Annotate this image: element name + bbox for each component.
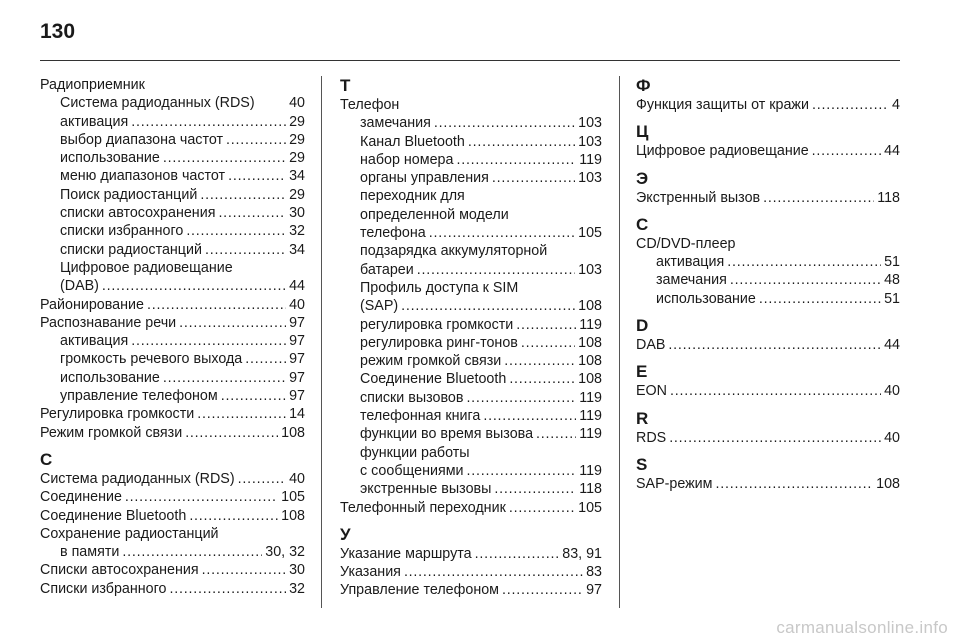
index-entry: [636, 336, 900, 354]
dot-leader: [221, 387, 286, 405]
index-entry-term: меню диапазонов частот: [60, 168, 226, 185]
index-entry: [40, 488, 305, 506]
page-number: 130: [40, 20, 76, 43]
dot-leader: [812, 142, 881, 160]
index-subentry: [340, 480, 602, 498]
index-entry-term: определенной модели: [360, 206, 509, 223]
index-entry: [40, 296, 305, 314]
index-subentry: [340, 242, 602, 260]
index-subentry: [340, 444, 602, 462]
dot-leader: [475, 545, 560, 563]
index-entry-term: Функция защиты от кражи: [636, 97, 809, 113]
index-subentry: [40, 149, 305, 167]
index-subentry: [636, 253, 900, 271]
dot-leader: [502, 581, 583, 599]
index-subentry: [40, 222, 305, 240]
index-page-ref: 40: [289, 470, 305, 487]
index-page-ref: 119: [579, 151, 602, 168]
index-entry-term: подзарядка аккумуляторной: [360, 243, 548, 260]
index-page-ref: 30, 32: [265, 544, 305, 561]
index-entry-term: CD/DVD-плеер: [636, 235, 736, 252]
index-entry: [40, 580, 305, 598]
index-entry: [636, 142, 900, 160]
index-page-ref: 14: [289, 406, 305, 423]
index-entry-term: Радиоприемник: [40, 77, 145, 93]
index-entry: [340, 96, 602, 114]
index-entry-term: Канал Bluetooth: [360, 133, 465, 150]
index-page-ref: 4: [892, 97, 900, 113]
dot-leader: [727, 253, 881, 271]
index-entry: [40, 525, 305, 543]
index-page-ref: 103: [578, 133, 602, 150]
index-entry: [340, 563, 602, 581]
index-entry: [636, 189, 900, 207]
index-entry-term: батареи: [360, 261, 414, 278]
index-page-ref: 108: [281, 507, 305, 524]
dot-leader: [218, 204, 286, 222]
index-entry-term: списки избранного: [60, 223, 184, 240]
index-letter-heading: R: [636, 408, 649, 428]
dot-leader: [434, 114, 575, 132]
index-page-ref: 108: [578, 371, 602, 388]
index-entry-term: использование: [60, 369, 160, 386]
index-entry-term: Списки избранного: [40, 580, 167, 597]
index-page-ref: 30: [289, 205, 305, 222]
dot-leader: [197, 405, 286, 423]
index-entry-term: списки автосохранения: [60, 205, 216, 222]
index-entry-term: (DAB): [60, 278, 99, 295]
index-subentry: [340, 206, 602, 224]
index-entry-term: Списки автосохранения: [40, 562, 199, 579]
index-entry-term: активация: [60, 333, 129, 350]
dot-leader: [147, 296, 286, 314]
dot-leader: [509, 499, 575, 517]
index-page-ref: 119: [579, 389, 602, 406]
index-entry-term: списки радиостанций: [60, 241, 202, 258]
index-page-ref: 108: [578, 334, 602, 351]
index-entry-term: с сообщениями: [360, 462, 464, 479]
index-page-ref: 97: [289, 351, 305, 368]
dot-leader: [669, 429, 881, 447]
index-entry-term: Указание маршрута: [340, 545, 472, 562]
index-page-ref: 97: [586, 582, 602, 599]
dot-leader: [467, 462, 577, 480]
dot-leader: [102, 277, 286, 295]
index-entry: [636, 96, 900, 114]
dot-leader: [468, 133, 575, 151]
dot-leader: [189, 507, 278, 525]
index-page-ref: 97: [289, 369, 305, 386]
index-entry: [636, 382, 900, 400]
index-subentry: [340, 114, 602, 132]
index-entry-term: Регулировка громкости: [40, 406, 195, 423]
index-page-ref: 51: [884, 254, 900, 271]
index-subentry: [340, 425, 602, 443]
dot-leader: [492, 169, 575, 187]
index-entry-term: Соединение: [40, 489, 122, 506]
index-subentry: [340, 407, 602, 425]
index-subentry: [340, 316, 602, 334]
index-entry: [636, 235, 900, 253]
index-subentry: [40, 131, 305, 149]
index-entry: [40, 507, 305, 525]
index-subentry: [40, 369, 305, 387]
index-page-ref: 48: [884, 272, 900, 289]
index-entry: [40, 424, 305, 442]
index-column-3: [636, 76, 900, 493]
index-entry-term: RDS: [636, 429, 667, 446]
index-subentry: [40, 543, 305, 561]
index-entry-term: использование: [60, 150, 160, 167]
dot-leader: [716, 475, 874, 493]
index-page-ref: 108: [578, 298, 602, 315]
index-column-2: [340, 76, 602, 600]
index-subentry: [340, 187, 602, 205]
footer-watermark: carmanualsonline.info: [776, 618, 948, 637]
index-page-ref: 97: [289, 388, 305, 405]
index-page-ref: 44: [884, 143, 900, 160]
index-subentry: [340, 352, 602, 370]
index-entry: [40, 470, 305, 488]
dot-leader: [536, 425, 576, 443]
index-entry: [636, 429, 900, 447]
index-subentry: [340, 261, 602, 279]
dot-leader: [185, 424, 278, 442]
dot-leader: [504, 352, 575, 370]
index-letter-heading: Т: [340, 76, 351, 95]
index-entry: [40, 76, 305, 94]
index-page-ref: 119: [579, 462, 602, 479]
index-entry: [340, 581, 602, 599]
index-page-ref: 103: [578, 170, 602, 187]
index-entry-term: активация: [656, 254, 725, 271]
dot-leader: [205, 241, 286, 259]
dot-leader: [516, 316, 576, 334]
index-page-ref: 44: [884, 337, 900, 354]
index-entry-term: Распознавание речи: [40, 314, 177, 331]
index-entry-term: Система радиоданных (RDS): [60, 95, 255, 112]
index-page-ref: 119: [579, 408, 602, 425]
dot-leader: [494, 480, 576, 498]
index-entry-term: Районирование: [40, 296, 144, 313]
index-entry-term: активация: [60, 113, 129, 130]
index-page-ref: 29: [289, 113, 305, 130]
index-page-ref: 108: [281, 424, 305, 441]
index-page-ref: 103: [578, 261, 602, 278]
index-entry-term: регулировка громкости: [360, 316, 514, 333]
index-page-ref: 105: [578, 499, 602, 516]
index-subentry: [340, 279, 602, 297]
dot-leader: [122, 543, 262, 561]
index-page-ref: 40: [289, 296, 305, 313]
index-entry-term: замечания: [360, 115, 431, 132]
index-letter-heading: Ф: [636, 76, 651, 95]
index-page-ref: 105: [578, 225, 602, 242]
index-entry-term: Система радиоданных (RDS): [40, 470, 235, 487]
index-entry-term: телефонная книга: [360, 408, 481, 425]
dot-leader: [202, 561, 286, 579]
index-entry-term: использование: [656, 290, 756, 307]
index-entry-term: набор номера: [360, 151, 454, 168]
dot-leader: [521, 334, 575, 352]
index-page-ref: 51: [884, 290, 900, 307]
index-page-ref: 40: [884, 429, 900, 446]
index-subentry: [636, 271, 900, 289]
dot-leader: [228, 167, 286, 185]
index-entry-term: Телефон: [340, 97, 400, 113]
index-subentry: [40, 259, 305, 277]
index-entry-term: Соединение Bluetooth: [40, 507, 187, 524]
index-subentry: [340, 133, 602, 151]
index-entry-term: органы управления: [360, 170, 489, 187]
dot-leader: [163, 369, 286, 387]
dot-leader: [200, 186, 286, 204]
index-entry-term: в памяти: [60, 544, 120, 561]
index-letter-heading: D: [636, 316, 649, 336]
index-page-ref: 118: [877, 189, 900, 206]
index-column-1: [40, 76, 305, 598]
index-entry: [636, 475, 900, 493]
index-entry-term: функции работы: [360, 444, 470, 461]
index-entry-term: Цифровое радиовещание: [636, 143, 809, 160]
index-subentry: [40, 113, 305, 131]
index-entry-term: выбор диапазона частот: [60, 131, 224, 148]
index-entry-term: Управление телефоном: [340, 582, 499, 599]
index-entry: [40, 314, 305, 332]
index-letter-heading: У: [340, 524, 351, 544]
dot-leader: [401, 297, 575, 315]
index-subentry: [340, 169, 602, 187]
index-page-ref: 97: [289, 314, 305, 331]
index-entry-term: режим громкой связи: [360, 353, 502, 370]
index-entry: [40, 561, 305, 579]
index-entry-term: функции во время вызова: [360, 426, 534, 443]
index-entry-term: EON: [636, 383, 667, 400]
index-subentry: [340, 224, 602, 242]
dot-leader: [131, 332, 286, 350]
index-entry: [340, 499, 602, 517]
index-entry: [40, 405, 305, 423]
index-page-ref: 40: [289, 95, 305, 112]
dot-leader: [509, 370, 575, 388]
index-subentry: [636, 290, 900, 308]
index-subentry: [340, 151, 602, 169]
index-page-ref: 29: [289, 150, 305, 167]
index-entry-term: Профиль доступа к SIM: [360, 279, 519, 296]
dot-leader: [226, 131, 286, 149]
index-subentry: [40, 332, 305, 350]
index-subentry: [340, 389, 602, 407]
index-page-ref: 83: [586, 564, 602, 581]
index-subentry: [40, 204, 305, 222]
index-page-ref: 34: [289, 168, 305, 185]
index-subentry: [40, 277, 305, 295]
dot-leader: [812, 96, 889, 114]
dot-leader: [417, 261, 575, 279]
index-subentry: [40, 241, 305, 259]
dot-leader: [483, 407, 576, 425]
index-subentry: [340, 370, 602, 388]
index-letter-heading: Ц: [636, 122, 649, 142]
index-page-ref: 30: [289, 562, 305, 579]
index-letter-heading: C: [636, 214, 649, 234]
index-subentry: [40, 350, 305, 368]
index-page-ref: 105: [281, 489, 305, 506]
index-page-ref: 119: [579, 426, 602, 443]
index-page-ref: 119: [579, 316, 602, 333]
dot-leader: [238, 470, 286, 488]
index-entry-term: телефона: [360, 225, 426, 242]
index-page-ref: 108: [578, 353, 602, 370]
index-entry-term: Режим громкой связи: [40, 424, 183, 441]
dot-leader: [169, 580, 286, 598]
index-letter-heading: Э: [636, 168, 649, 188]
index-subentry: [40, 167, 305, 185]
header-rule: [40, 60, 900, 61]
index-entry-term: регулировка ринг-тонов: [360, 334, 518, 351]
dot-leader: [179, 314, 286, 332]
index-page-ref: 32: [289, 223, 305, 240]
index-page-ref: 83, 91: [562, 545, 602, 562]
index-entry-term: Поиск радиостанций: [60, 186, 198, 203]
index-letter-heading: С: [40, 449, 53, 469]
dot-leader: [163, 149, 286, 167]
dot-leader: [404, 563, 583, 581]
index-entry-term: замечания: [656, 272, 727, 289]
index-entry-term: громкость речевого выхода: [60, 351, 243, 368]
index-entry-term: управление телефоном: [60, 388, 218, 405]
index-page-ref: 103: [578, 115, 602, 132]
index-subentry: [40, 186, 305, 204]
index-page-ref: 118: [579, 481, 602, 498]
dot-leader: [456, 151, 576, 169]
index-letter-heading: E: [636, 362, 648, 382]
dot-leader: [466, 389, 576, 407]
index-subentry: [40, 387, 305, 405]
index-page-ref: 40: [884, 383, 900, 400]
index-entry-term: Цифровое радиовещание: [60, 259, 233, 276]
index-page-ref: 34: [289, 241, 305, 258]
dot-leader: [730, 271, 881, 289]
index-page-ref: 97: [289, 333, 305, 350]
index-subentry: [340, 462, 602, 480]
column-divider: [619, 76, 620, 608]
index-entry-term: переходник для: [360, 188, 465, 205]
index-page-ref: 44: [289, 278, 305, 295]
index-entry-term: SAP-режим: [636, 475, 713, 492]
index-entry-term: Соединение Bluetooth: [360, 371, 507, 388]
index-entry-term: (SAP): [360, 298, 399, 315]
index-subentry: [40, 94, 305, 112]
dot-leader: [131, 113, 286, 131]
index-page-ref: 108: [876, 475, 900, 492]
dot-leader: [668, 336, 881, 354]
index-page-ref: 29: [289, 131, 305, 148]
dot-leader: [125, 488, 278, 506]
index-entry-term: Экстренный вызов: [636, 189, 761, 206]
index-page-ref: 32: [289, 580, 305, 597]
index-entry-term: списки вызовов: [360, 389, 464, 406]
column-divider: [321, 76, 322, 608]
dot-leader: [429, 224, 575, 242]
index-entry-term: Телефонный переходник: [340, 499, 506, 516]
dot-leader: [763, 189, 874, 207]
dot-leader: [670, 382, 881, 400]
index-entry-term: DAB: [636, 337, 666, 354]
dot-leader: [245, 350, 286, 368]
index-entry-term: экстренные вызовы: [360, 481, 492, 498]
dot-leader: [186, 222, 286, 240]
index-entry-term: Указания: [340, 564, 401, 581]
index-entry-term: Сохранение радиостанций: [40, 525, 219, 542]
index-entry: [340, 545, 602, 563]
index-subentry: [340, 297, 602, 315]
index-page-ref: 29: [289, 186, 305, 203]
index-letter-heading: S: [636, 454, 648, 474]
dot-leader: [759, 290, 881, 308]
index-subentry: [340, 334, 602, 352]
